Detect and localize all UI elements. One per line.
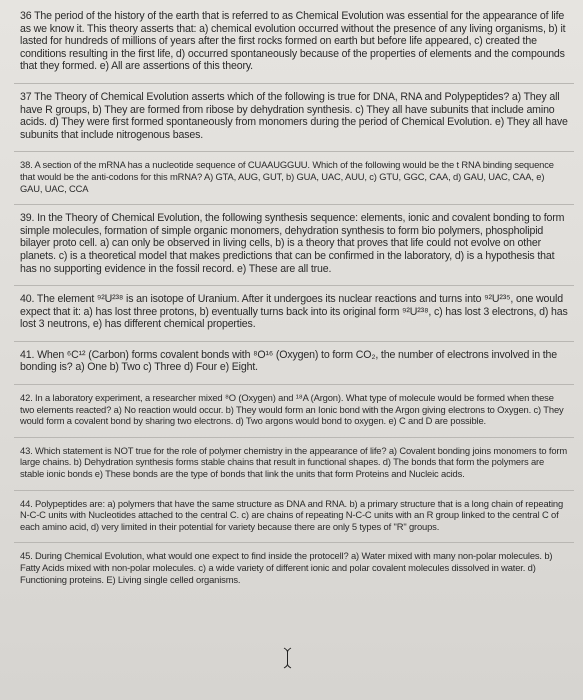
question-36 [20,10,569,73]
question-45 [20,550,569,585]
divider [14,285,574,286]
divider [14,83,574,84]
divider [14,151,574,152]
question-36-text: 36 The period of the history of the earth that is referred to as Chemical Evolution was essential for the appearance of life as we know it. This theory asserts that: a) chemical evolution occurred without the presence of any living organisms, b) it lasted for hundreds of millions of years after the first rocks formed on earth but before life appeared, c) created the conditions resulting in the first life, d) occurred spontaneously because of the properties of elements and the compounds that they formed. e) All are assertions of this theory. [20,10,566,73]
question-42 [20,392,569,427]
question-37-text: 37 The Theory of Chemical Evolution asserts which of the following is true for DNA, RNA and Polypeptides? a) They all have R groups, b) They are formed from ribose by dehydration synthesis. c) They all have subunits that include amino acids. d) They were first formed spontaneously from monomers during the period of Chemical Evolution. e) They all have subunits that include nitrogenous bases. [20,90,568,141]
divider [14,204,574,205]
question-43 [20,445,569,480]
question-39-text: 39. In the Theory of Chemical Evolution, the following synthesis sequence: elements, ionic and covalent bonding to form simple molecules, formation of simple organic monomers, dehydration synthesis to form bio polymers, phospholipid bilayer proto cell. a) can only be observed in living cells, b) is a theory that proves that life could not evolve on other planets. c) is a theoretical model that makes predictions that can be confirmed in the laboratory, d) is a hypothesis that has no supporting evidence in the fossil record. e) These are all true. [20,212,565,275]
divider [14,384,574,385]
question-40 [20,293,569,331]
question-44-text: 44. Polypeptides are: a) polymers that have the same structure as DNA and RNA. b) a primary structure that is a long chain of repeating N-C-C units with Nucleotides attached to the central C. c) are chains of repeating N-C-C units with an R group linked to the central C of each amino acid, d) very limited in their potential for variety because there are only 5 types of "R" groups. [20,497,564,532]
question-37 [20,91,569,141]
question-38 [20,159,569,194]
question-44 [20,498,569,533]
text-cursor-icon [283,647,292,669]
divider [14,490,574,491]
divider [14,341,574,342]
divider [14,437,574,438]
question-45-text: 45. During Chemical Evolution, what would one expect to find inside the protocell? a) Water mixed with many non-polar molecules. b) Fatty Acids mixed with non-polar molecules. c) a wide variety of different ionic and polar covalent molecules dissolved in water. d) Functioning proteins. E) Living single celled organisms. [20,550,553,585]
question-42-text: 42. In a laboratory experiment, a researcher mixed ⁸O (Oxygen) and ¹⁸A (Argon). What type of molecule would be formed when these two elements reacted? a) No reaction would occur. b) They would form an Ionic bond with the Argon giving electrons to Oxygen. c) They would form a covalent bond by sharing two electrons. d) Two argons would bond to oxygen. e) C and D are possible. [20,392,564,427]
question-39 [20,212,569,275]
question-40-text: 40. The element ⁹²U²³⁸ is an isotope of Uranium. After it undergoes its nuclear reactions and turns into ⁹²U²³⁵, one would expect that it: a) has lost three protons, b) eventually turns back into its original form ⁹²U²³⁸, c) has lost 3 electrons, d) has lost 3 neutrons, e) has different chemical properties. [20,293,568,331]
divider [14,542,574,543]
question-41 [20,349,569,374]
question-41-text: 41. When ⁶C¹² (Carbon) forms covalent bonds with ⁸O¹⁶ (Oxygen) to form CO₂, the number of electrons involved in the bonding is? a) One b) Two c) Three d) Four e) Eight. [20,348,558,374]
question-43-text: 43. Which statement is NOT true for the role of polymer chemistry in the appearance of life? a) Covalent bonding joins monomers to form large chains. b) Dehydration synthesis forms stable chains that result in functional shapes. d) The bonds that form the polymers are stable ionic bonds e) These bonds are the type of bonds that link the units that form Proteins and Nucleic acids. [20,444,568,480]
question-38-text: 38. A section of the mRNA has a nucleotide sequence of CUAAUGGUU. Which of the following would be the t RNA binding sequence that would be the anti-codons for this mRNA? A) GTA, AUG, GUT, b) GUA, UAC, AUU, c) GTU, GGC, CAA, d) GAU, UAC, CAA, e) GAU, UAC, CCA [20,159,554,194]
